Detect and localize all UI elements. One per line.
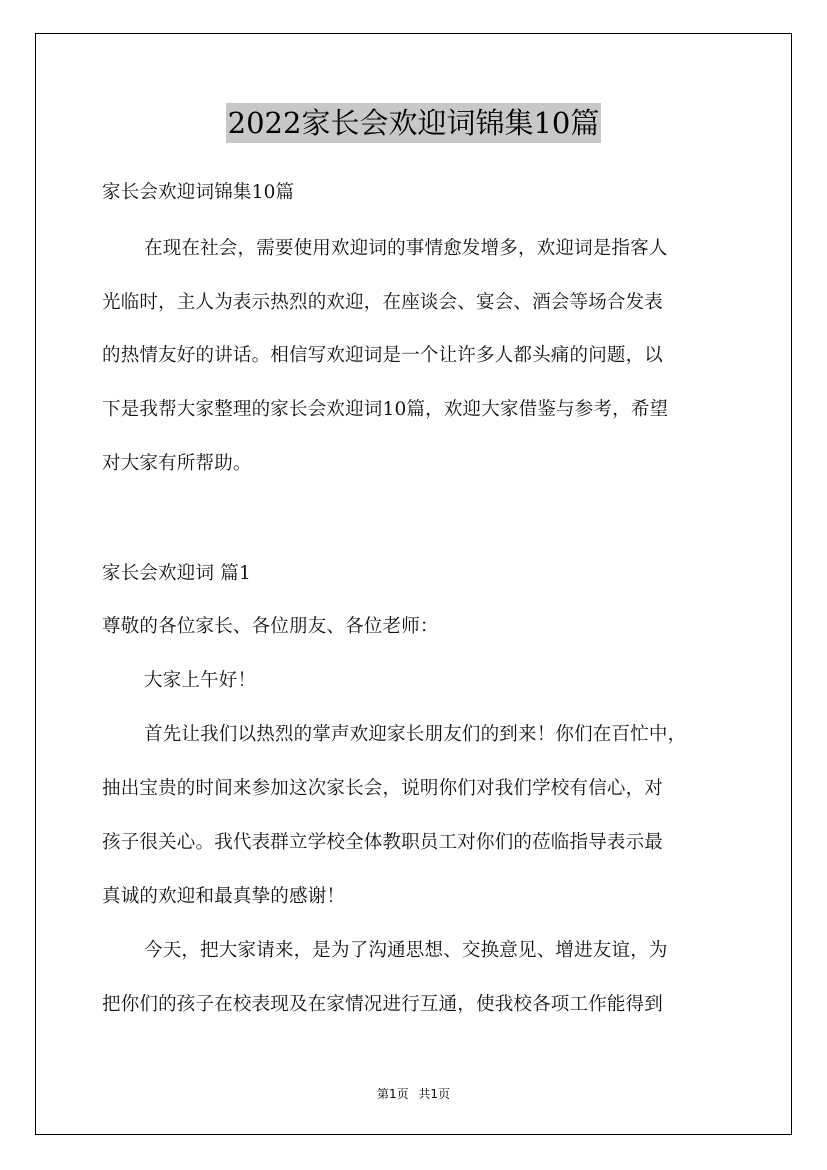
intro-line-5: 对大家有所帮助。 <box>102 453 252 474</box>
para1-line-1: 首先让我们以热烈的掌声欢迎家长朋友们的到来！你们在百忙中， <box>144 724 687 745</box>
para1-line-4: 真诚的欢迎和最真挚的感谢！ <box>102 886 346 907</box>
document-title: 2022家长会欢迎词锦集10篇 <box>226 103 602 143</box>
title-container <box>0 103 827 143</box>
page-total: 共1页 <box>418 1087 451 1101</box>
intro-line-2: 光临时，主人为表示热烈的欢迎，在座谈会、宴会、酒会等场合发表 <box>102 292 664 313</box>
para1-line-2: 抽出宝贵的时间来参加这次家长会，说明你们对我们学校有信心，对 <box>102 778 664 799</box>
page-number: 第1页 <box>376 1087 409 1101</box>
subtitle: 家长会欢迎词锦集10篇 <box>102 182 295 203</box>
intro-line-4: 下是我帮大家整理的家长会欢迎词10篇，欢迎大家借鉴与参考，希望 <box>102 399 669 420</box>
salutation: 尊敬的各位家长、各位朋友、各位老师： <box>102 616 439 637</box>
para1-line-3: 孩子很关心。我代表群立学校全体教职员工对你们的莅临指导表示最 <box>102 832 664 853</box>
intro-line-3: 的热情友好的讲话。相信写欢迎词是一个让许多人都头痛的问题，以 <box>102 345 664 366</box>
greeting: 大家上午好！ <box>144 670 257 691</box>
para2-line-1: 今天，把大家请来，是为了沟通思想、交换意见、增进友谊，为 <box>144 940 668 961</box>
page-footer <box>0 1085 827 1102</box>
intro-line-1: 在现在社会，需要使用欢迎词的事情愈发增多，欢迎词是指客人 <box>144 238 668 259</box>
section-heading: 家长会欢迎词 篇1 <box>102 563 251 584</box>
para2-line-2: 把你们的孩子在校表现及在家情况进行互通，使我校各项工作能得到 <box>102 994 664 1015</box>
